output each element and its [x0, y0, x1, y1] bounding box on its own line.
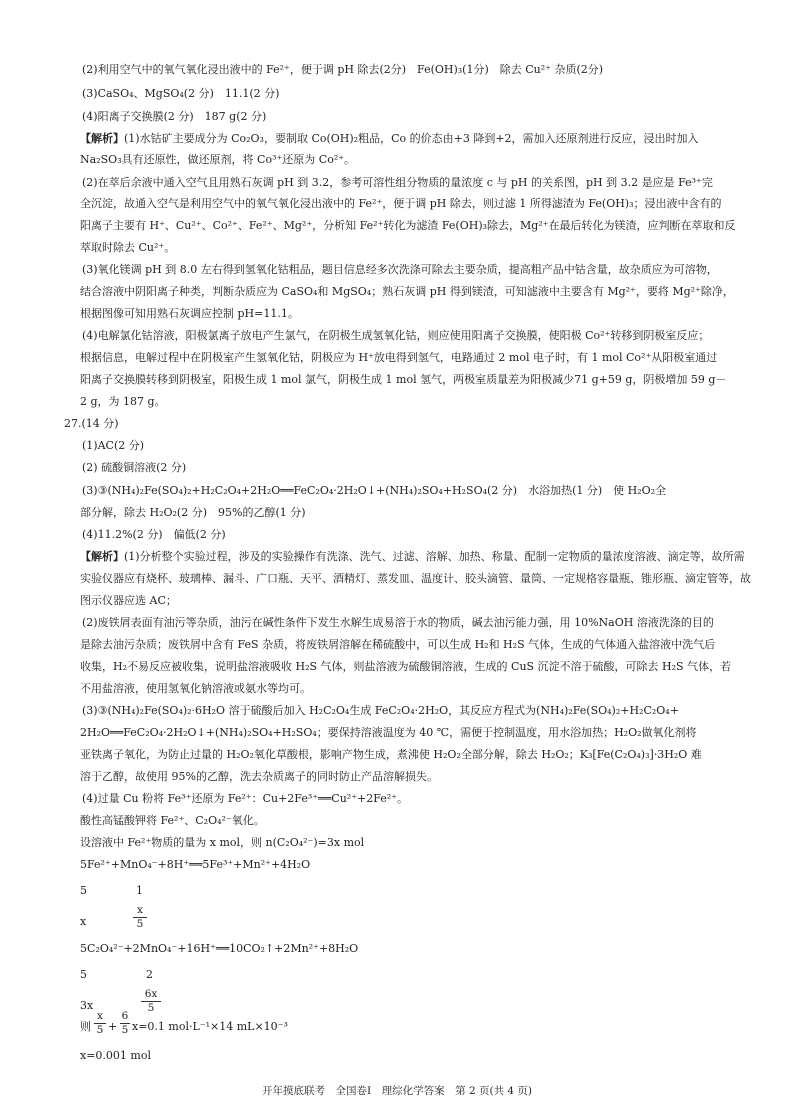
stoich-variable: x — [80, 915, 87, 928]
analysis-line: 全沉淀，故通入空气是利用空气中的氧气氧化浸出液中的 Fe²⁺，便于调 pH 除去，则过滤 1 所得滤渣为 Fe(OH)₃；浸出液中含有的 — [80, 197, 722, 210]
analysis-label: 【解析】 — [80, 132, 124, 145]
analysis-line: (3)③(NH₄)₂Fe(SO₄)₂·6H₂O 溶于硫酸后加入 H₂C₂O₄生成 FeC₂O₄·2H₂O，其反应方程式为(NH₄)₂Fe(SO₄)₂+H₂C₂O₄+ — [82, 704, 679, 717]
analysis-line: (4)电解氯化钴溶液，阳极氯离子放电产生氯气，在阴极生成氢氧化钴，则应使用阳离子交换膜，使阳极 Co²⁺转移到阴极室反应； — [82, 329, 710, 342]
equation-line: 5C₂O₄²⁻+2MnO₄⁻+16H⁺══10CO₂↑+2Mn²⁺+8H₂O — [80, 942, 359, 955]
analysis-line: 阳离子交换膜转移到阴极室，阳极生成 1 mol 氯气，阴极生成 1 mol 氢气，两极室质量差为阳极减少71 g+59 g，阴极增加 59 g－ — [80, 373, 727, 386]
analysis-line: (2)废铁屑表面有油污等杂质，油污在碱性条件下发生水解生成易溶于水的物质，碱去油污能力强，用 10%NaOH 溶液洗涤的目的 — [82, 616, 714, 629]
analysis-label: 【解析】 — [80, 550, 124, 563]
analysis-line: 是除去油污杂质；废铁屑中含有 FeS 杂质，将废铁屑溶解在稀硫酸中，可以生成 H₂和 H₂S 气体，生成的气体通入盐溶液中洗气后 — [80, 638, 716, 651]
analysis-line: 根据信息，电解过程中在阴极室产生氢氧化钴，阴极应为 H⁺放电得到氢气，电路通过 2 mol 电子时，有 1 mol Co²⁺从阳极室通过 — [80, 351, 718, 364]
stoich-coefficient: 5 — [80, 968, 87, 981]
final-result: x=0.001 mol — [80, 1049, 151, 1062]
analysis-line: 设溶液中 Fe²⁺物质的量为 x mol，则 n(C₂O₄²⁻)=3x mol — [80, 836, 365, 849]
analysis-line: 2 g，为 187 g。 — [80, 395, 166, 408]
analysis-line: (3)氧化镁调 pH 到 8.0 左右得到氢氧化钴粗品，题目信息经多次洗涤可除去主要杂质，提高粗产品中钴含量，故杂质应为可溶物， — [82, 263, 718, 276]
answer-line: (4)11.2%(2 分) 偏低(2 分) — [82, 528, 226, 541]
analysis-line: 实验仪器应有烧杯、玻璃棒、漏斗、广口瓶、天平、酒精灯、蒸发皿、温度计、胶头滴管、量筒、一定规格容量瓶、锥形瓶、滴定管等，故 — [80, 572, 751, 585]
analysis-line: 【解析】(1)水钴矿主要成分为 Co₂O₃，要制取 Co(OH)₂粗品，Co 的价态由+3 降到+2，需加入还原剂进行反应，浸出时加入 — [80, 132, 699, 145]
plus-sign: + — [108, 1020, 118, 1033]
answer-line: (2)利用空气中的氧气氧化浸出液中的 Fe²⁺，便于调 pH 除去(2分) Fe(OH)₃(1分) 除去 Cu²⁺ 杂质(2分) — [82, 63, 604, 76]
stoich-coefficient: 2 — [146, 968, 153, 981]
fraction-6-over-5: $\frac{6}{5}$ — [121, 1010, 129, 1036]
fraction-6x-over-5: $\frac{6x}{5}$ — [141, 988, 161, 1015]
result-equation-prefix: 则 — [80, 1020, 91, 1033]
fraction-x-over-5: $\frac{x}{5}$ — [94, 1010, 106, 1037]
fraction-x-over-5: $\frac{x}{5}$ — [133, 904, 147, 931]
analysis-line: 结合溶液中阴阳离子种类，判断杂质应为 CaSO₄和 MgSO₄；熟石灰调 pH 得到镁渣，可知滤液中主要含有 Mg²⁺，要将 Mg²⁺除净， — [80, 285, 734, 298]
analysis-line: 萃取时除去 Cu²⁺。 — [80, 241, 176, 254]
answer-line: (4)阳离子交换膜(2 分) 187 g(2 分) — [82, 110, 267, 123]
page-footer: 开年摸底联考 全国卷Ⅰ 理综化学答案 第 2 页(共 4 页) — [261, 1085, 533, 1097]
analysis-line: 不用盐溶液，使用氢氧化钠溶液或氨水等均可。 — [80, 682, 311, 695]
analysis-line: (4)过量 Cu 粉将 Fe³⁺还原为 Fe²⁺：Cu+2Fe³⁺══Cu²⁺+2Fe²⁺。 — [82, 792, 408, 805]
answer-line: 部分解，除去 H₂O₂(2 分) 95%的乙醇(1 分) — [80, 506, 306, 519]
analysis-line: 2H₂O══FeC₂O₄·2H₂O↓+(NH₄)₂SO₄+H₂SO₄；要保持溶液温度为 40 ℃，需便于控制温度，用水浴加热；H₂O₂做氧化剂将 — [80, 726, 697, 739]
equation-line: 5Fe²⁺+MnO₄⁻+8H⁺══5Fe³⁺+Mn²⁺+4H₂O — [80, 858, 311, 871]
stoich-coefficient: 1 — [136, 884, 143, 897]
analysis-line: 图示仪器应选 AC； — [80, 594, 177, 607]
analysis-line: 收集，H₂不易反应被收集，说明盐溶液吸收 H₂S 气体，则盐溶液为硫酸铜溶液，生成的 CuS 沉淀不溶于硫酸，可除去 H₂S 气体，若 — [80, 660, 732, 673]
analysis-line: 【解析】(1)分析整个实验过程，涉及的实验操作有洗涤、洗气、过滤、溶解、加热、称量、配制一定物质的量浓度溶液、滴定等，故所需 — [80, 550, 745, 563]
analysis-line: (2)在萃后余液中通入空气且用熟石灰调 pH 到 3.2，参考可溶性组分物质的量浓度 c 与 pH 的关系图，pH 到 3.2 是应是 Fe³⁺完 — [82, 176, 713, 189]
analysis-line: Na₂SO₃具有还原性，做还原剂，将 Co³⁺还原为 Co²⁺。 — [80, 153, 356, 166]
answer-line: (3)③(NH₄)₂Fe(SO₄)₂+H₂C₂O₄+2H₂O══FeC₂O₄·2H₂O↓+(NH₄)₂SO₄+H₂SO₄(2 分) 水浴加热(1 分) 使 H₂O₂全 — [82, 484, 667, 497]
analysis-line: 酸性高锰酸钾将 Fe²⁺、C₂O₄²⁻氧化。 — [80, 814, 265, 827]
stoich-coefficient: 5 — [80, 884, 87, 897]
question-number: 27.(14 分) — [64, 417, 119, 430]
analysis-line: 溶于乙醇，故使用 95%的乙醇，洗去杂质离子的同时防止产品溶解损失。 — [80, 770, 438, 783]
answer-line: (2) 硫酸铜溶液(2 分) — [82, 461, 187, 474]
analysis-line: 阳离子主要有 H⁺、Cu²⁺、Co²⁺、Fe²⁺、Mg²⁺，分析知 Fe²⁺转化为滤渣 Fe(OH)₃除去，Mg²⁺在最后转化为镁渣，应判断在萃取和反 — [80, 219, 736, 232]
stoich-variable: 3x — [80, 999, 94, 1012]
analysis-line: 亚铁离子氧化，为防止过量的 H₂O₂氧化草酸根，影响产物生成，煮沸使 H₂O₂全部分解，除去 H₂O₂；K₃[Fe(C₂O₄)₃]·3H₂O 难 — [80, 748, 702, 761]
answer-line: (1)AC(2 分) — [82, 439, 145, 452]
analysis-line: 根据图像可知用熟石灰调应控制 pH=11.1。 — [80, 307, 299, 320]
result-equation: x=0.1 mol·L⁻¹×14 mL×10⁻³ — [132, 1020, 288, 1033]
answer-line: (3)CaSO₄、MgSO₄(2 分) 11.1(2 分) — [82, 87, 280, 100]
